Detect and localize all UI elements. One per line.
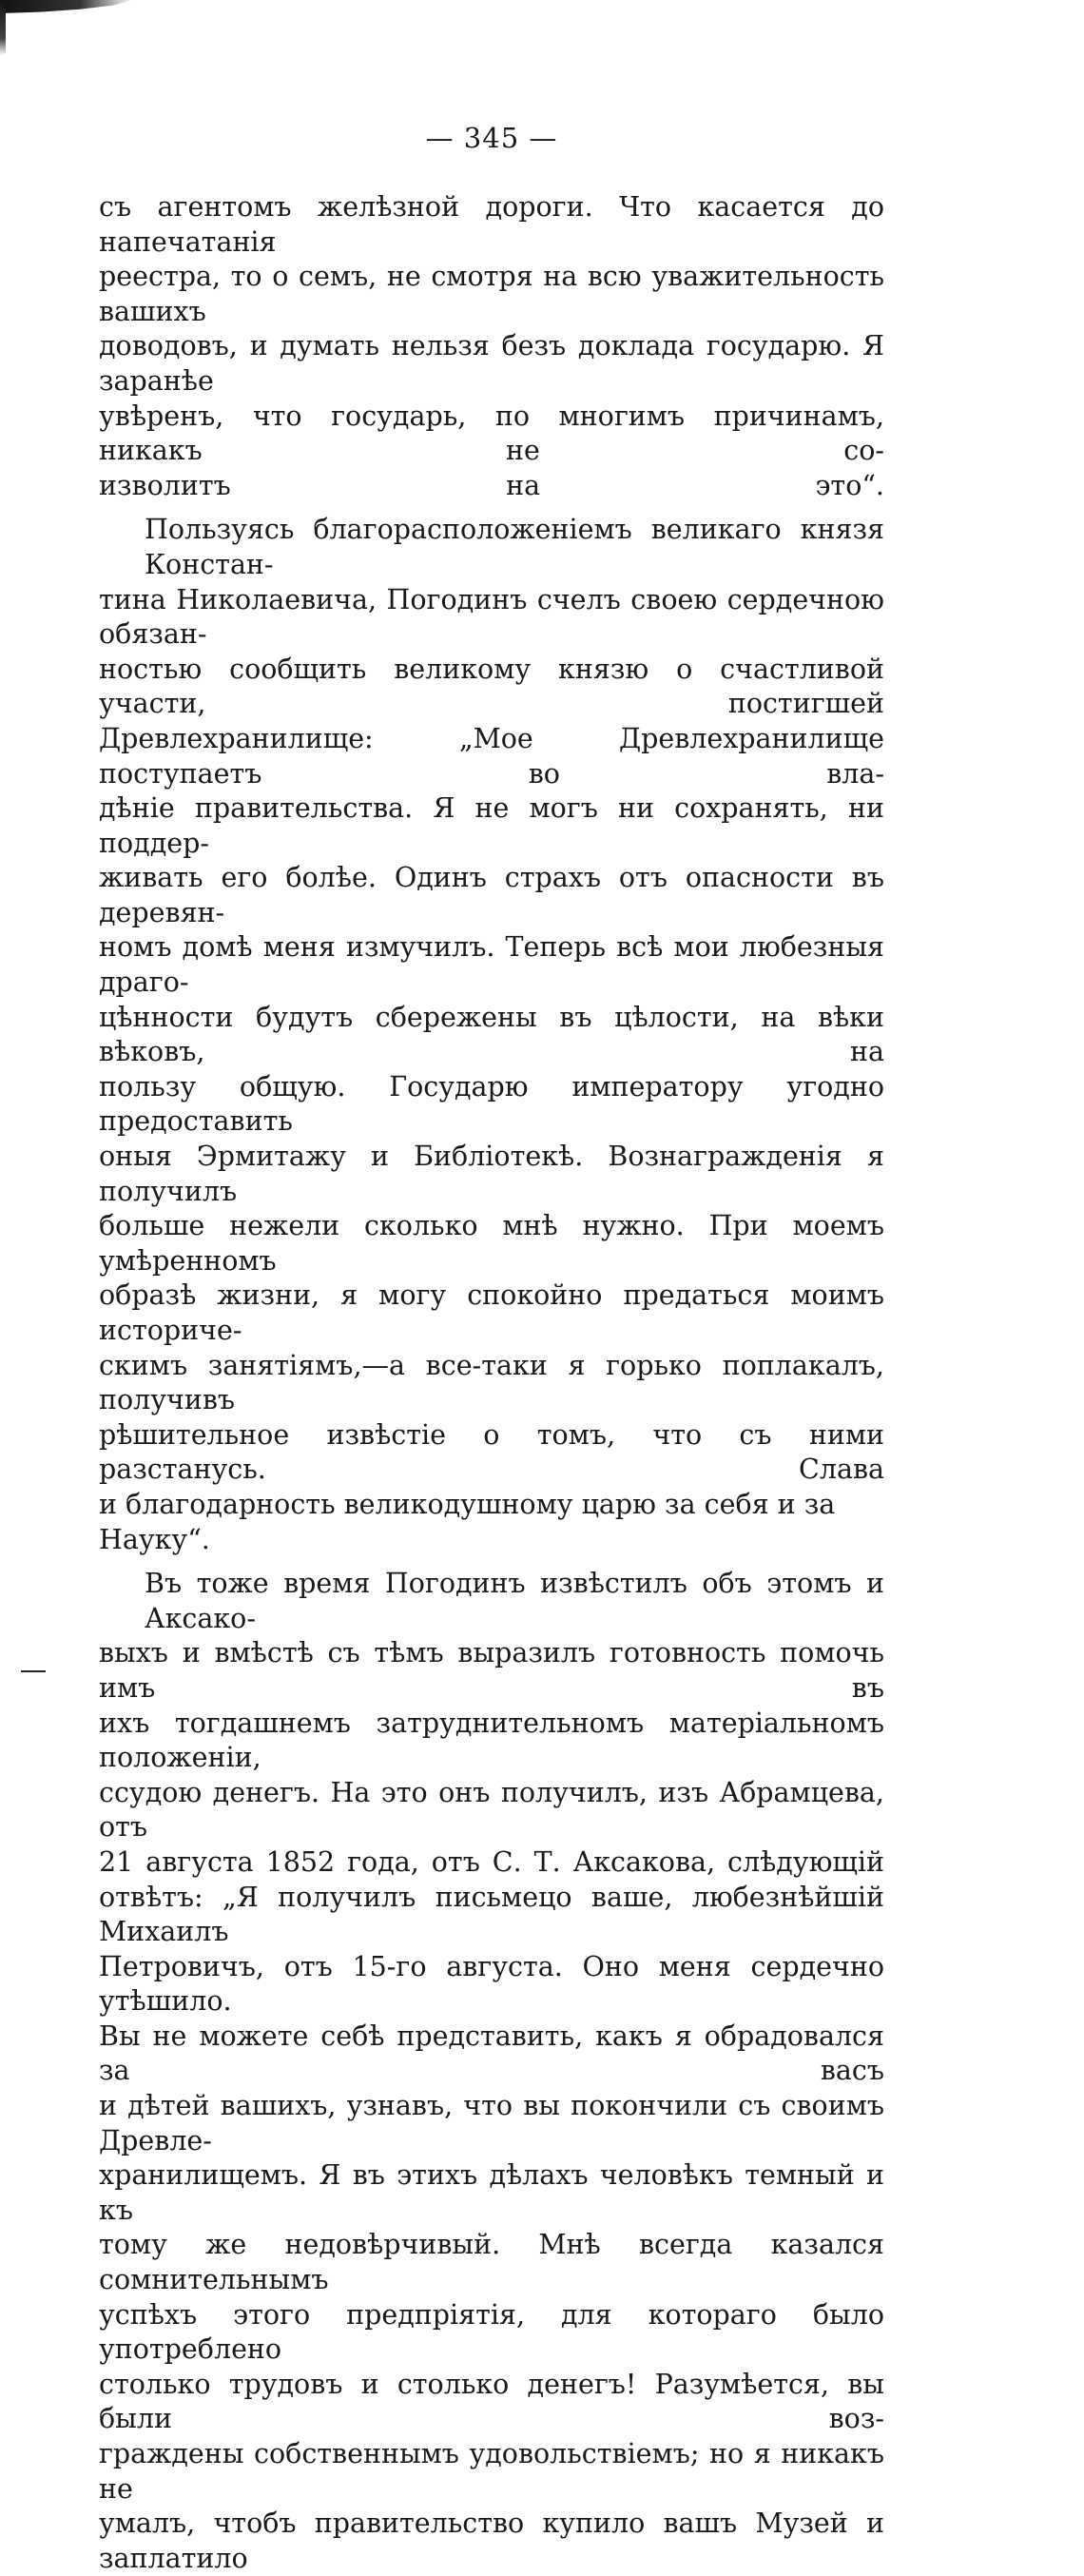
scan-margin-mark — [21, 1670, 46, 1672]
text-line: рѣшительное извѣстіе о томъ, что съ ними разстанусь. Слава — [99, 1418, 884, 1486]
text-line: образѣ жизни, я могу спокойно предаться моимъ историче- — [99, 1279, 884, 1346]
text-line: скимъ занятіямъ,—а все-таки я горько поплакалъ, получивъ — [99, 1349, 884, 1416]
text-line: столько трудовъ и столько денегъ! Разумѣется, вы были воз- — [99, 2368, 884, 2435]
paragraph-3 — [99, 1567, 884, 2576]
text-line: больше нежели сколько мнѣ нужно. При моемъ умѣренномъ — [99, 1210, 884, 1277]
text-line-last: и благодарность великодушному царю за себя и за Науку“. — [99, 1488, 836, 1555]
book-page — [99, 122, 884, 2576]
text-line: 21 августа 1852 года, отъ С. Т. Аксакова, слѣдующій — [99, 1845, 884, 1878]
text-line: доводовъ, и думать нельзя безъ доклада государю. Я заранѣе — [99, 330, 884, 397]
text-line: дѣніе правительства. Я не могъ ни сохранять, ни поддер- — [99, 792, 884, 859]
text-line: умалъ, чтобъ правительство купило вашъ Музей и заплатило — [99, 2508, 884, 2574]
text-line: Пользуясь благорасположеніемъ великаго князя Констан- — [145, 514, 884, 580]
text-line: съ агентомъ желѣзной дороги. Что касается до напечатанія — [99, 191, 884, 258]
paragraph-2 — [99, 513, 884, 1557]
text-line: пользу общую. Государю императору угодно предоставить — [99, 1070, 884, 1138]
text-line: оныя Эрмитажу и Библіотекѣ. Вознагражденія я получилъ — [99, 1141, 884, 1207]
text-line-last: изволитъ на это“. — [99, 469, 884, 501]
text-line: номъ домѣ меня измучилъ. Теперь всѣ мои любезныя драго- — [99, 931, 884, 999]
text-line: успѣхъ этого предпріятія, для котораго было употреблено — [99, 2298, 884, 2366]
page-number: — 345 — — [425, 122, 558, 154]
scan-edge-left — [0, 0, 6, 55]
text-line: реестра, то о семъ, не смотря на всю уважительность вашихъ — [99, 261, 884, 327]
scan-edge-artifact — [0, 0, 152, 57]
text-line: Въ тоже время Погодинъ извѣстилъ объ этомъ и Аксако- — [145, 1568, 884, 1634]
text-line: увѣренъ, что государь, по многимъ причинамъ, никакъ не со- — [99, 400, 884, 467]
text-line: тина Николаевича, Погодинъ счелъ своею сердечною обязан- — [99, 583, 884, 651]
text-line: хранилищемъ. Я въ этихъ дѣлахъ человѣкъ темный и къ — [99, 2159, 884, 2226]
text-line: выхъ и вмѣстѣ съ тѣмъ выразилъ готовность помочь имъ въ — [99, 1637, 884, 1704]
text-line: ссудою денегъ. На это онъ получилъ, изъ Абрамцева, отъ — [99, 1776, 884, 1844]
text-line: граждены собственнымъ удовольствіемъ; но я никакъ не — [99, 2438, 884, 2505]
text-line: цѣнности будутъ сбережены въ цѣлости, на вѣки вѣковъ, на — [99, 1001, 884, 1068]
text-line: и дѣтей вашихъ, узнавъ, что вы покончили съ своимъ Древле- — [99, 2090, 884, 2156]
text-line: тому же недовѣрчивый. Мнѣ всегда казался сомнительнымъ — [99, 2229, 884, 2296]
scan-edge-top — [0, 0, 133, 13]
paragraph-1 — [99, 190, 884, 503]
text-line: Петровичъ, отъ 15-го августа. Оно меня сердечно утѣшило. — [99, 1950, 884, 2018]
text-line: живать его болѣе. Одинъ страхъ отъ опасности въ деревян- — [99, 862, 884, 928]
text-line: ностью сообщить великому князю о счастливой участи, постигшей — [99, 653, 884, 720]
text-line: Вы не можете себѣ представить, какъ я обрадовался за васъ — [99, 2020, 884, 2087]
text-line: отвѣтъ: „Я получилъ письмецо ваше, любезнѣйшій Михаилъ — [99, 1881, 884, 1948]
text-line: Древлехранилище: „Мое Древлехранилище поступаетъ во вла- — [99, 722, 884, 790]
text-line: ихъ тогдашнемъ затруднительномъ матеріальномъ положеніи, — [99, 1707, 884, 1774]
